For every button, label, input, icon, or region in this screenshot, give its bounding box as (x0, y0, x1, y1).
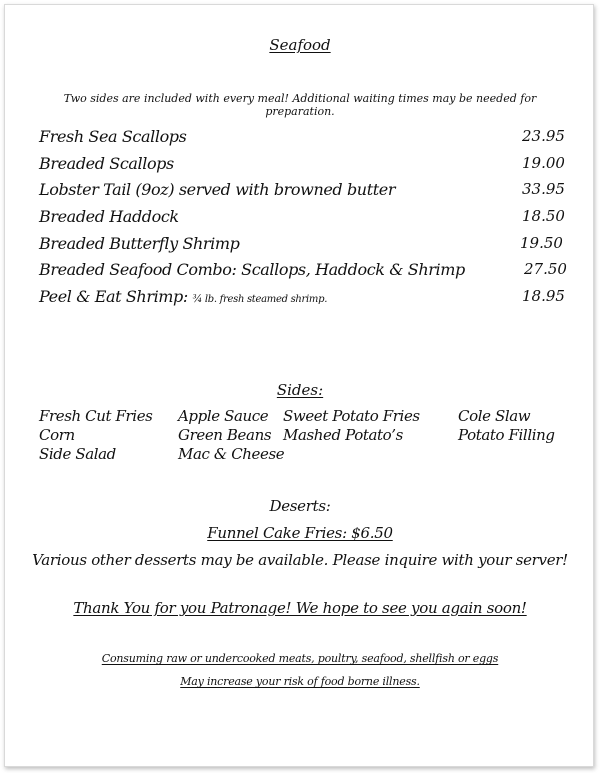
menu-item-name: Breaded Haddock (39, 207, 179, 226)
food-warning-line-2: May increase your risk of food borne illness. (180, 675, 420, 688)
menu-item-price: 19.00 (522, 154, 565, 172)
desserts-note: Various other desserts may be available. Please inquire with your server! (32, 551, 568, 569)
side-item: Corn (39, 426, 75, 444)
food-warning-line-1: Consuming raw or undercooked meats, poultry, seafood, shellfish or eggs (101, 652, 499, 665)
side-item: Green Beans (178, 426, 272, 444)
side-item: Fresh Cut Fries (39, 407, 153, 425)
side-item: Cole Slaw (458, 407, 531, 425)
sides-heading: Sides: (276, 381, 324, 399)
menu-item-name: Fresh Sea Scallops (39, 127, 187, 146)
seafood-heading: Seafood (269, 36, 331, 54)
side-item: Mac & Cheese (178, 445, 285, 463)
menu-item-description: ¾ lb. fresh steamed shrimp. (192, 294, 328, 305)
menu-item-name: Breaded Seafood Combo: Scallops, Haddock & Shrimp (39, 260, 465, 279)
menu-item-name: Peel & Eat Shrimp: ¾ lb. fresh steamed shrimp. (39, 287, 328, 306)
menu-item-price: 23.95 (522, 127, 565, 145)
seafood-note: Two sides are included with every meal! Additional waiting times may be needed for preparation. (63, 92, 537, 118)
menu-item-price: 18.95 (522, 287, 565, 305)
menu-item-name: Breaded Butterfly Shrimp (39, 234, 240, 253)
side-item: Potato Filling (458, 426, 555, 444)
menu-item-name: Lobster Tail (9oz) served with browned butter (39, 180, 396, 199)
menu-item-price: 33.95 (522, 180, 565, 198)
thank-you-message: Thank You for you Patronage! We hope to see you again soon! (73, 599, 527, 617)
menu-item-price: 19.50 (520, 234, 563, 252)
side-item: Apple Sauce (178, 407, 269, 425)
dessert-item: Funnel Cake Fries: $6.50 (207, 524, 393, 542)
menu-item-price: 27.50 (524, 260, 567, 278)
menu-item-price: 18.50 (522, 207, 565, 225)
menu-item-name: Breaded Scallops (39, 154, 174, 173)
desserts-heading: Deserts: (269, 497, 331, 515)
side-item: Side Salad (39, 445, 116, 463)
side-item: Mashed Potato’s (283, 426, 403, 444)
side-item: Sweet Potato Fries (283, 407, 420, 425)
